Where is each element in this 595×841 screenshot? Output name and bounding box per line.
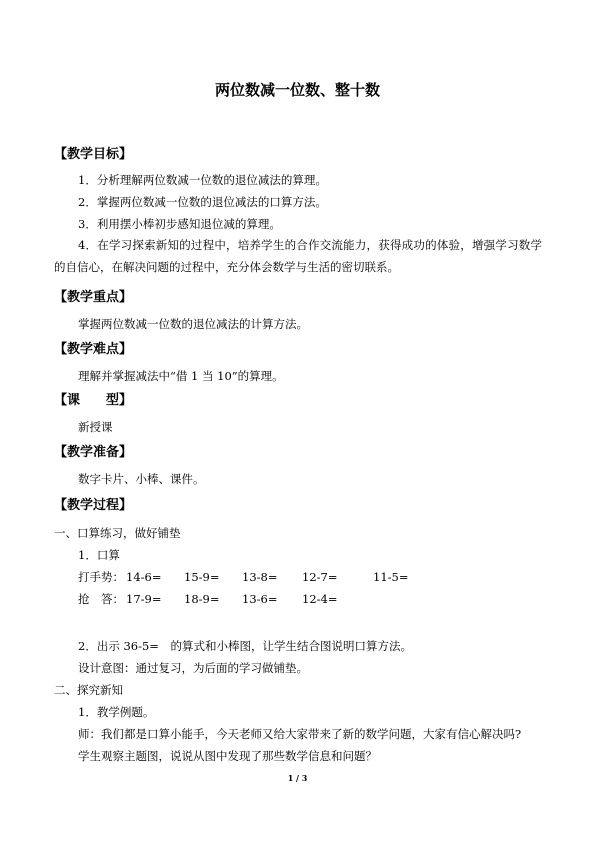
goal-item-4: 4．在学习探索新知的过程中，培养学生的合作交流能力，获得成功的体验，增强学习数学的自信心，在解决问题的过程中，充分体会数学与生活的密切联系。	[54, 238, 542, 274]
preparation-text: 数字卡片、小棒、课件。	[78, 472, 205, 486]
oral-row-1-item: 11-5=	[373, 570, 409, 584]
goal-item-2: 2．掌握两位数减一位数的退位减法的口算方法。	[78, 195, 327, 209]
section-heading-key-points: 【教学重点】	[54, 290, 133, 305]
section-heading-difficulties: 【教学难点】	[54, 342, 133, 357]
section-heading-lesson-type: 【课 型】	[54, 393, 133, 408]
teacher-line: 师：我们都是口算小能手，今天老师又给大家带来了新的数学问题，大家有信心解决吗?	[78, 727, 522, 741]
process-part1-sub2: 2．出示 36-5= 的算式和小棒图，让学生结合图说明口算方法。	[78, 639, 412, 653]
process-part1-sub1: 1．口算	[78, 548, 120, 562]
oral-row-1-label: 打手势：	[78, 570, 124, 584]
process-part1-title: 一、口算练习，做好铺垫	[54, 526, 181, 540]
oral-row-1-item: 14-6=	[126, 570, 162, 584]
oral-row-1-item: 12-7=	[302, 570, 338, 584]
process-part1-design: 设计意图：通过复习，为后面的学习做铺垫。	[78, 661, 308, 675]
process-part2-title: 二、探究新知	[54, 683, 123, 697]
page-title: 两位数减一位数、整十数	[214, 81, 380, 99]
oral-row-1-item: 13-8=	[242, 570, 278, 584]
process-part2-sub1: 1．教学例题。	[78, 705, 155, 719]
section-heading-process: 【教学过程】	[54, 498, 133, 513]
goal-item-3: 3．利用摆小棒初步感知退位减的算理。	[78, 217, 281, 231]
oral-row-2-item: 17-9=	[126, 592, 162, 606]
page-number: 1 / 3	[287, 773, 308, 783]
oral-row-2-label: 抢 答：	[78, 592, 124, 606]
section-heading-preparation: 【教学准备】	[54, 445, 133, 460]
oral-row-2-item: 12-4=	[302, 592, 338, 606]
lesson-type-text: 新授课	[78, 420, 113, 434]
goal-item-1: 1．分析理解两位数减一位数的退位减法的算理。	[78, 173, 327, 187]
oral-row-1-item: 15-9=	[184, 570, 220, 584]
section-heading-goals: 【教学目标】	[54, 147, 133, 162]
oral-row-2-item: 18-9=	[184, 592, 220, 606]
student-line: 学生观察主题图，说说从图中发现了那些数学信息和问题？	[78, 749, 377, 763]
oral-row-2-item: 13-6=	[242, 592, 278, 606]
key-points-text: 掌握两位数减一位数的退位减法的计算方法。	[78, 317, 308, 331]
difficulties-text: 理解并掌握减法中“借 1 当 10”的算理。	[78, 369, 284, 383]
